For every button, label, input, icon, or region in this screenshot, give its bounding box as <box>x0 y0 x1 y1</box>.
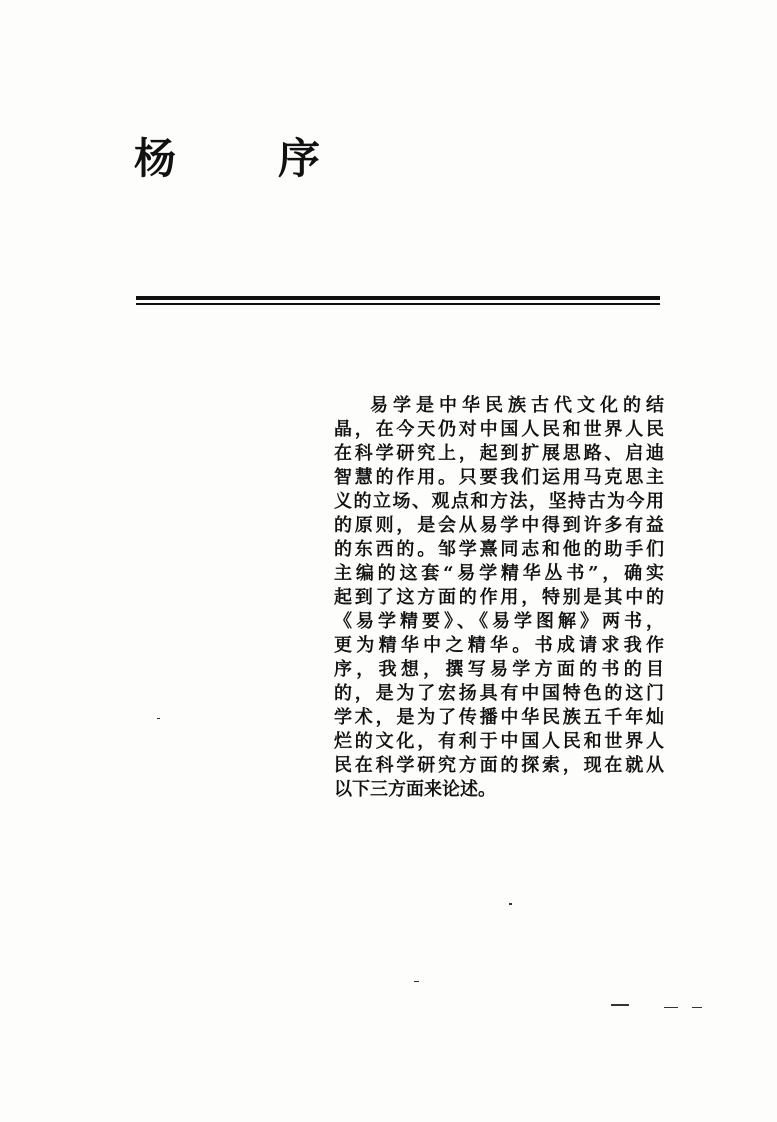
text-line: 起到了这方面的作用，特别是其中的 <box>334 587 664 608</box>
text-line: 民在科学研究方面的探索，现在就从 <box>334 755 664 776</box>
text-line: 的原则，是会从易学中得到许多有益 <box>334 515 664 536</box>
text-line: 学术，是为了传播中华民族五千年灿 <box>334 707 664 728</box>
text-line: 序，我想，撰写易学方面的书的目 <box>334 659 664 680</box>
scan-speck <box>692 1007 702 1008</box>
scan-speck <box>157 718 160 719</box>
text-line: 的，是为了宏扬具有中国特色的这门 <box>334 683 664 704</box>
scan-speck <box>611 1004 629 1006</box>
text-line: 智慧的作用。只要我们运用马克思主 <box>334 467 664 488</box>
text-line: 易学是中华民族古代文化的结 <box>370 395 664 416</box>
scan-speck <box>509 903 512 905</box>
text-line: 义的立场、观点和方法，坚持古为今用 <box>334 491 664 512</box>
text-line: 在科学研究上，起到扩展思路、启迪 <box>334 443 664 464</box>
text-line: 主编的这套“易学精华丛书”，确实 <box>334 563 664 584</box>
text-line: 以下三方面来论述。 <box>334 779 496 800</box>
text-line: 更为精华中之精华。书成请求我作 <box>334 635 664 656</box>
preface-title: 杨 序 <box>134 134 351 183</box>
text-line: 晶，在今天仍对中国人民和世界人民 <box>334 419 664 440</box>
text-line: 《易学精要》、《易学图解》两书， <box>334 611 664 632</box>
preface-body <box>334 394 664 802</box>
scan-speck <box>664 1007 678 1008</box>
title-rule-thick <box>136 296 660 300</box>
text-line: 烂的文化，有利于中国人民和世界人 <box>334 731 664 752</box>
title-rule-thin <box>136 303 660 305</box>
text-line: 的东西的。邹学熹同志和他的助手们 <box>334 539 664 560</box>
scan-speck <box>414 981 419 982</box>
